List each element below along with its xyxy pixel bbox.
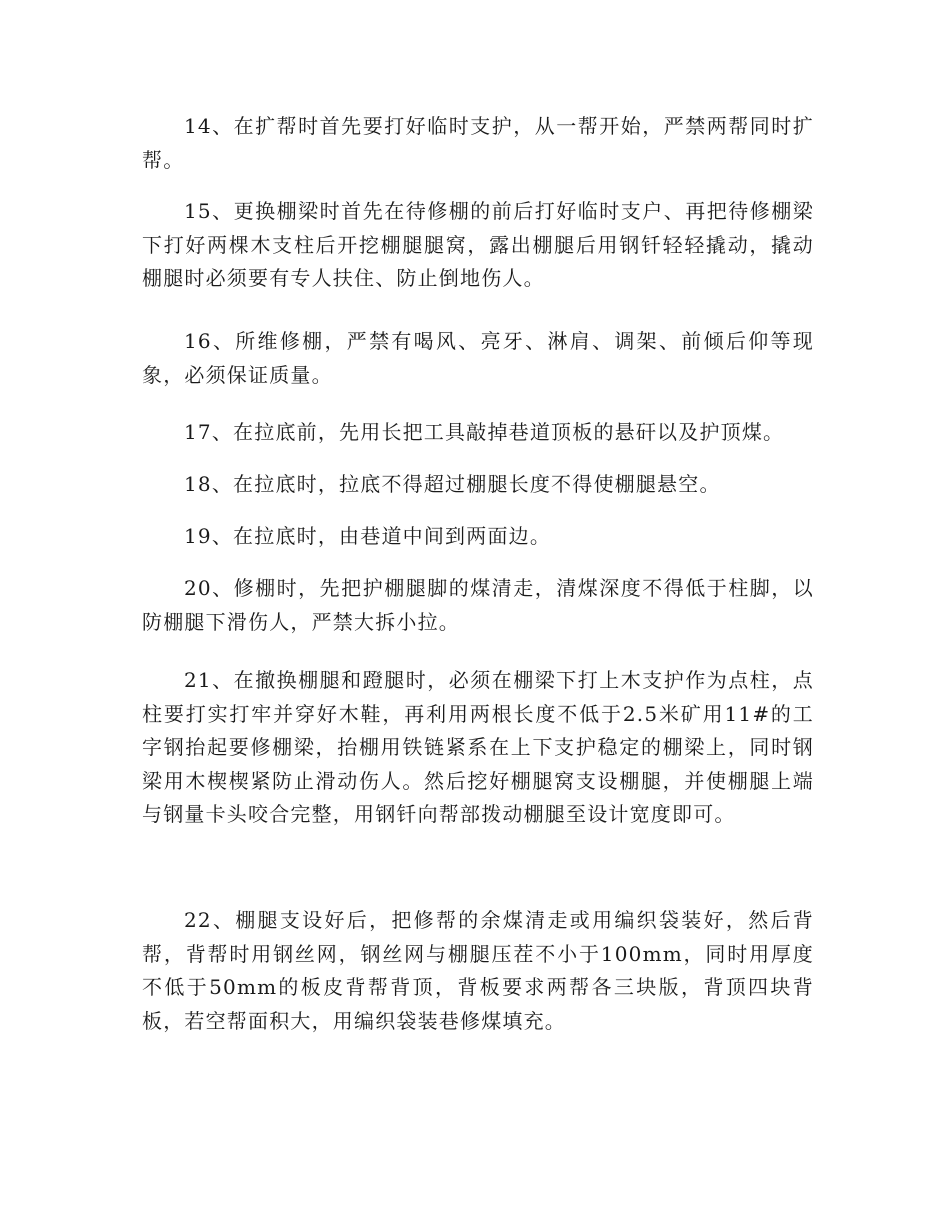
- paragraph-21: 21、在撤换棚腿和蹬腿时，必须在棚梁下打上木支护作为点柱，点柱要打实打牢并穿好木鞋，再利用两根长度不低于2.5米矿用11#的工字钢抬起要修棚梁，抬棚用铁链紧系在上下支护稳定的棚梁上，同时钢梁用木楔楔紧防止滑动伤人。然后挖好棚腿窝支设棚腿，并使棚腿上端与钢量卡头咬合完整，用钢钎向帮部拨动棚腿至设计宽度即可。: [142, 668, 814, 826]
- paragraph-19: 19、在拉底时，由巷道中间到两面边。: [184, 524, 552, 548]
- paragraph-20: 20、修棚时，先把护棚腿脚的煤清走，清煤深度不得低于柱脚，以防棚腿下滑伤人，严禁大拆小拉。: [142, 576, 814, 634]
- paragraph-15: 15、更换棚梁时首先在待修棚的前后打好临时支户、再把待修棚梁下打好两棵木支柱后开挖棚腿腿窝，露出棚腿后用钢钎轻轻撬动，撬动棚腿时必须要有专人扶住、防止倒地伤人。: [142, 199, 814, 290]
- paragraph-22: 22、棚腿支设好后，把修帮的余煤清走或用编织袋装好，然后背帮，背帮时用钢丝网，钢丝网与棚腿压茬不小于100mm，同时用厚度不低于50mm的板皮背帮背顶，背板要求两帮各三块版，背顶四块背板，若空帮面积大，用编织袋装巷修煤填充。: [142, 908, 814, 1033]
- paragraph-17: 17、在拉底前，先用长把工具敲掉巷道顶板的悬矸以及护顶煤。: [184, 420, 785, 444]
- paragraph-14: 14、在扩帮时首先要打好临时支护，从一帮开始，严禁两帮同时扩帮。: [142, 114, 814, 172]
- paragraph-18: 18、在拉底时，拉底不得超过棚腿长度不得使棚腿悬空。: [184, 472, 721, 496]
- paragraph-16: 16、所维修棚，严禁有喝风、亮牙、淋肩、调架、前倾后仰等现象，必须保证质量。: [142, 329, 814, 387]
